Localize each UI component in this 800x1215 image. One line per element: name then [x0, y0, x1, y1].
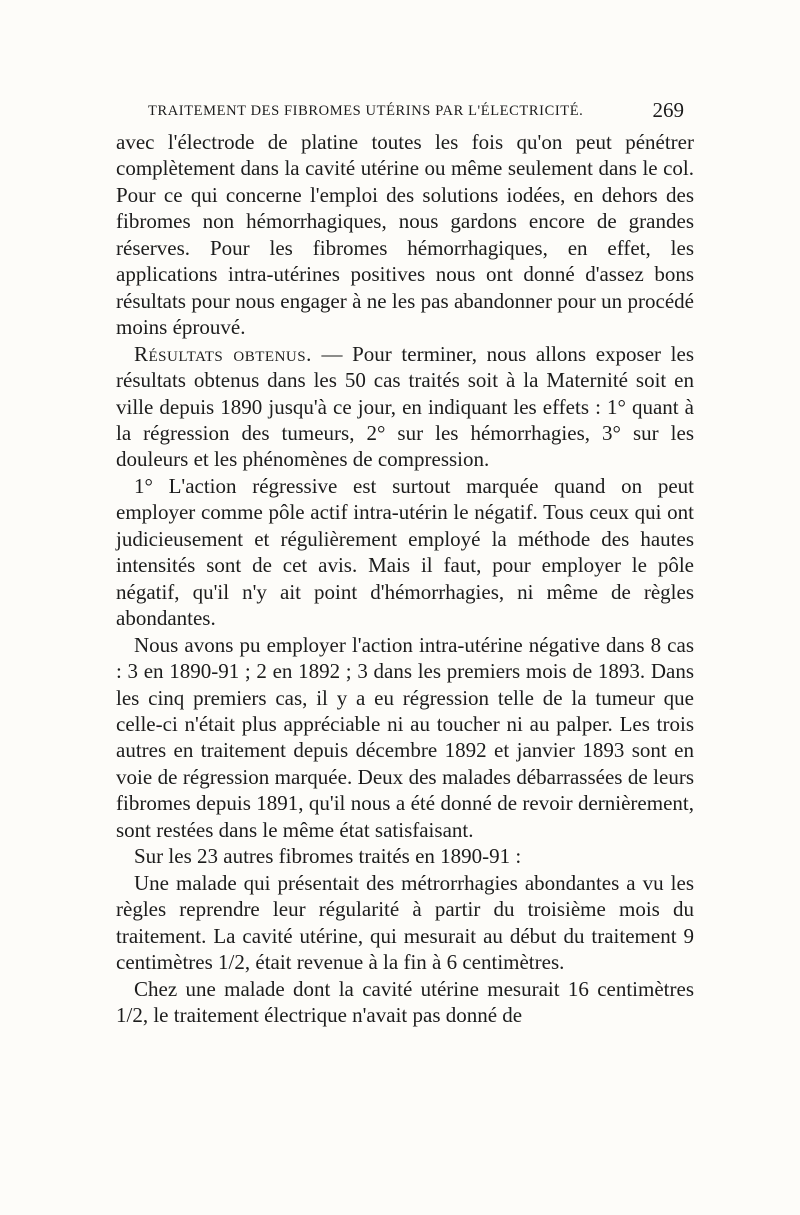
paragraph-text: Une malade qui présentait des métrorrhagies abondantes a vu les règles reprendre leur régularité à partir du troisième mois du traitement. La cavité utérine, qui mesurait au début du traitement 9 centimètres 1/2, était revenue à la fin à 6 centimètres. [116, 870, 694, 975]
section-heading: Résultats obtenus. [134, 341, 312, 366]
paragraph [116, 632, 694, 844]
paragraph [116, 473, 694, 632]
paragraph [116, 976, 694, 1029]
paragraph-text: Chez une malade dont la cavité utérine mesurait 16 centimètres 1/2, le traitement électrique n'avait pas donné de [116, 976, 694, 1027]
paragraph [116, 341, 694, 473]
paragraph [116, 129, 694, 341]
paragraph-text: Sur les 23 autres fibromes traités en 1890-91 : [134, 844, 522, 869]
paragraph-text: avec l'électrode de platine toutes les fois qu'on peut pénétrer complètement dans la cavité utérine ou même seulement dans le col. Pour ce qui concerne l'emploi des solutions iodées, en dehors des fibromes non hémorrhagiques, nous gardons encore de grandes réserves. Pour les fibromes hémorrhagiques, en effet, les applications intra-utérines positives nous ont donné d'assez bons résultats pour nous engager à ne les pas abandonner pour un procédé moins éprouvé. [116, 130, 694, 340]
running-header [148, 100, 684, 124]
paragraph-text: 1° L'action régressive est surtout marquée quand on peut employer comme pôle actif intra-utérin le négatif. Tous ceux qui ont judicieusement et régulièrement employé la méthode des hautes intensités sont de cet avis. Mais il faut, pour employer le pôle négatif, qu'il n'y ait point d'hémorrhagies, ni même de règles abondantes. [116, 473, 694, 631]
paragraph [116, 843, 694, 869]
page-number: 269 [652, 98, 684, 122]
body-text [116, 129, 694, 1028]
paragraph [116, 870, 694, 976]
running-title: TRAITEMENT DES FIBROMES UTÉRINS PAR L'ÉLECTRICITÉ. [148, 103, 584, 119]
paragraph-text: Nous avons pu employer l'action intra-utérine négative dans 8 cas : 3 en 1890-91 ; 2 en 1892 ; 3 dans les premiers mois de 1893. Dans les cinq premiers cas, il y a eu régression telle de la tumeur que celle-ci n'était plus appréciable ni au toucher ni au palper. Les trois autres en traitement depuis décembre 1892 et janvier 1893 sont en voie de régression marquée. Deux des malades débarrassées de leurs fibromes depuis 1891, qu'il nous a été donné de revoir dernièrement, sont restées dans le même état satisfaisant. [116, 632, 694, 842]
paragraph-text: — Pour terminer, nous allons exposer les résultats obtenus dans les 50 cas traités soit à la Maternité soit en ville depuis 1890 jusqu'à ce jour, en indiquant les effets : 1° quant à la régression des tumeurs, 2° sur les hémorrhagies, 3° sur les douleurs et les phénomènes de compression. [116, 341, 694, 472]
